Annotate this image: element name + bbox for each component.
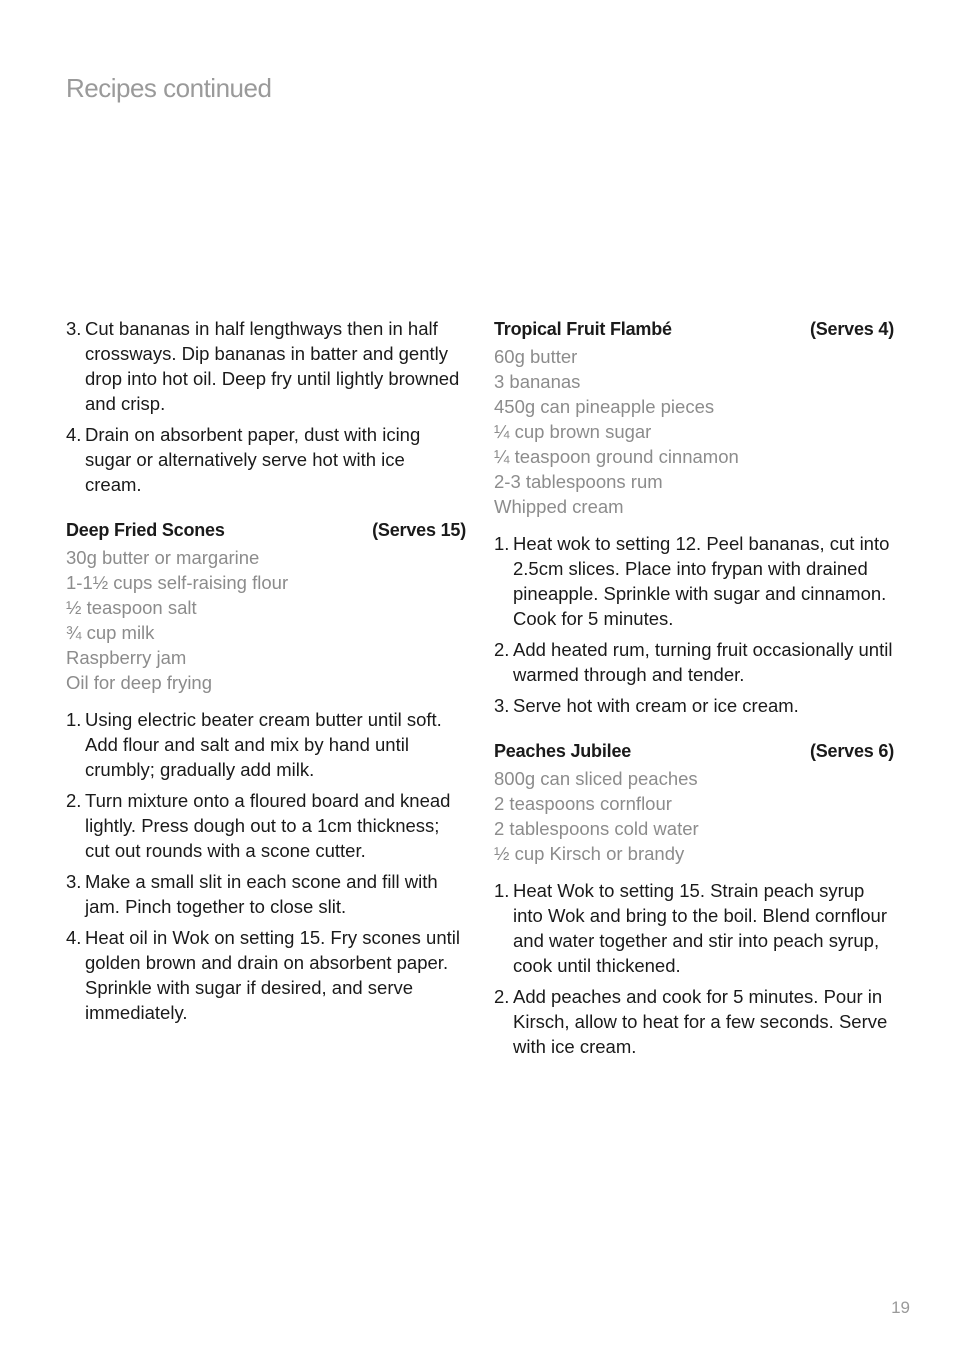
page-title: Recipes continued — [66, 73, 272, 104]
method-step — [66, 707, 466, 782]
method-step — [66, 316, 466, 416]
step-number: 2. — [66, 790, 82, 811]
step-text: Heat wok to setting 12. Peel bananas, cut into 2.5cm slices. Place into frypan with drained pineapple. Sprinkle with sugar and cinnamon. Cook for 5 minutes. — [513, 533, 890, 629]
method-step — [66, 869, 466, 919]
ingredient-item: ½ teaspoon salt — [66, 597, 197, 618]
method-step — [66, 788, 466, 863]
method-list — [494, 878, 894, 1059]
method-step — [66, 422, 466, 497]
ingredient-list — [66, 545, 466, 695]
method-step — [494, 693, 894, 718]
ingredient-item: Oil for deep frying — [66, 672, 213, 693]
step-text: Using electric beater cream butter until soft. Add flour and salt and mix by hand until crumbly; gradually add milk. — [85, 709, 442, 780]
step-text: Heat Wok to setting 15. Strain peach syrup into Wok and bring to the boil. Blend cornflour and water together and stir into peach syrup, cook until thickened. — [513, 880, 887, 976]
ingredient-item: ¾ cup milk — [66, 622, 155, 643]
step-number: 1. — [494, 533, 510, 554]
continued-steps-list — [66, 316, 466, 497]
step-number: 2. — [494, 986, 510, 1007]
method-list — [494, 531, 894, 718]
ingredient-list — [494, 344, 894, 519]
ingredient-item: Whipped cream — [494, 496, 624, 517]
step-number: 3. — [494, 695, 510, 716]
recipe-peaches-jubilee — [494, 738, 894, 1059]
ingredient-item: ½ cup Kirsch or brandy — [494, 843, 685, 864]
ingredient-item: 1-1½ cups self-raising flour — [66, 572, 289, 593]
recipe-serves: (Serves 15) — [372, 520, 466, 540]
ingredient-item: 800g can sliced peaches — [494, 768, 698, 789]
method-list — [66, 707, 466, 1025]
step-number: 2. — [494, 639, 510, 660]
step-text: Serve hot with cream or ice cream. — [513, 695, 799, 716]
recipe-serves: (Serves 6) — [809, 741, 894, 761]
method-step — [494, 637, 894, 687]
step-number: 1. — [66, 709, 82, 730]
step-text: Drain on absorbent paper, dust with icing sugar or alternatively serve hot with ice cream. — [85, 424, 421, 495]
step-text: Add heated rum, turning fruit occasionally until warmed through and tender. — [513, 639, 893, 685]
ingredient-item: Raspberry jam — [66, 647, 187, 668]
recipe-title: Tropical Fruit Flambé — [494, 319, 672, 339]
ingredient-item: ¼ cup brown sugar — [494, 421, 652, 442]
right-column — [494, 316, 894, 1065]
step-text: Heat oil in Wok on setting 15. Fry scones until golden brown and drain on absorbent paper. Sprinkle with sugar if desired, and serve immediately. — [85, 927, 460, 1023]
ingredient-item: 60g butter — [494, 346, 578, 367]
ingredient-item: 30g butter or margarine — [66, 547, 260, 568]
recipe-title: Deep Fried Scones — [66, 520, 225, 540]
recipe-deep-fried-scones — [66, 517, 466, 1025]
ingredient-item: 450g can pineapple pieces — [494, 396, 715, 417]
ingredient-list — [494, 766, 894, 866]
page-number: 19 — [891, 1298, 910, 1317]
ingredient-item: 3 bananas — [494, 371, 581, 392]
recipe-title: Peaches Jubilee — [494, 741, 632, 761]
recipe-header — [494, 316, 894, 342]
step-number: 4. — [66, 927, 82, 948]
ingredient-item: 2-3 tablespoons rum — [494, 471, 663, 492]
recipe-header — [494, 738, 894, 764]
recipe-tropical-fruit-flambe — [494, 316, 894, 718]
ingredient-item: ¼ teaspoon ground cinnamon — [494, 446, 739, 467]
ingredient-item: 2 tablespoons cold water — [494, 818, 699, 839]
ingredient-item: 2 teaspoons cornflour — [494, 793, 672, 814]
method-step — [494, 984, 894, 1059]
recipe-header — [66, 517, 466, 543]
step-number: 4. — [66, 424, 82, 445]
left-column — [66, 316, 466, 1031]
method-step — [494, 531, 894, 631]
step-text: Add peaches and cook for 5 minutes. Pour in Kirsch, allow to heat for a few seconds. Serve with ice cream. — [513, 986, 888, 1057]
method-step — [494, 878, 894, 978]
step-text: Make a small slit in each scone and fill with jam. Pinch together to close slit. — [85, 871, 438, 917]
step-text: Turn mixture onto a floured board and knead lightly. Press dough out to a 1cm thickness; cut out rounds with a scone cutter. — [85, 790, 451, 861]
recipe-serves: (Serves 4) — [809, 319, 894, 339]
step-number: 1. — [494, 880, 510, 901]
step-number: 3. — [66, 318, 82, 339]
method-step — [66, 925, 466, 1025]
step-number: 3. — [66, 871, 82, 892]
step-text: Cut bananas in half lengthways then in half crossways. Dip bananas in batter and gently drop into hot oil. Deep fry until lightly browned and crisp. — [85, 318, 460, 414]
